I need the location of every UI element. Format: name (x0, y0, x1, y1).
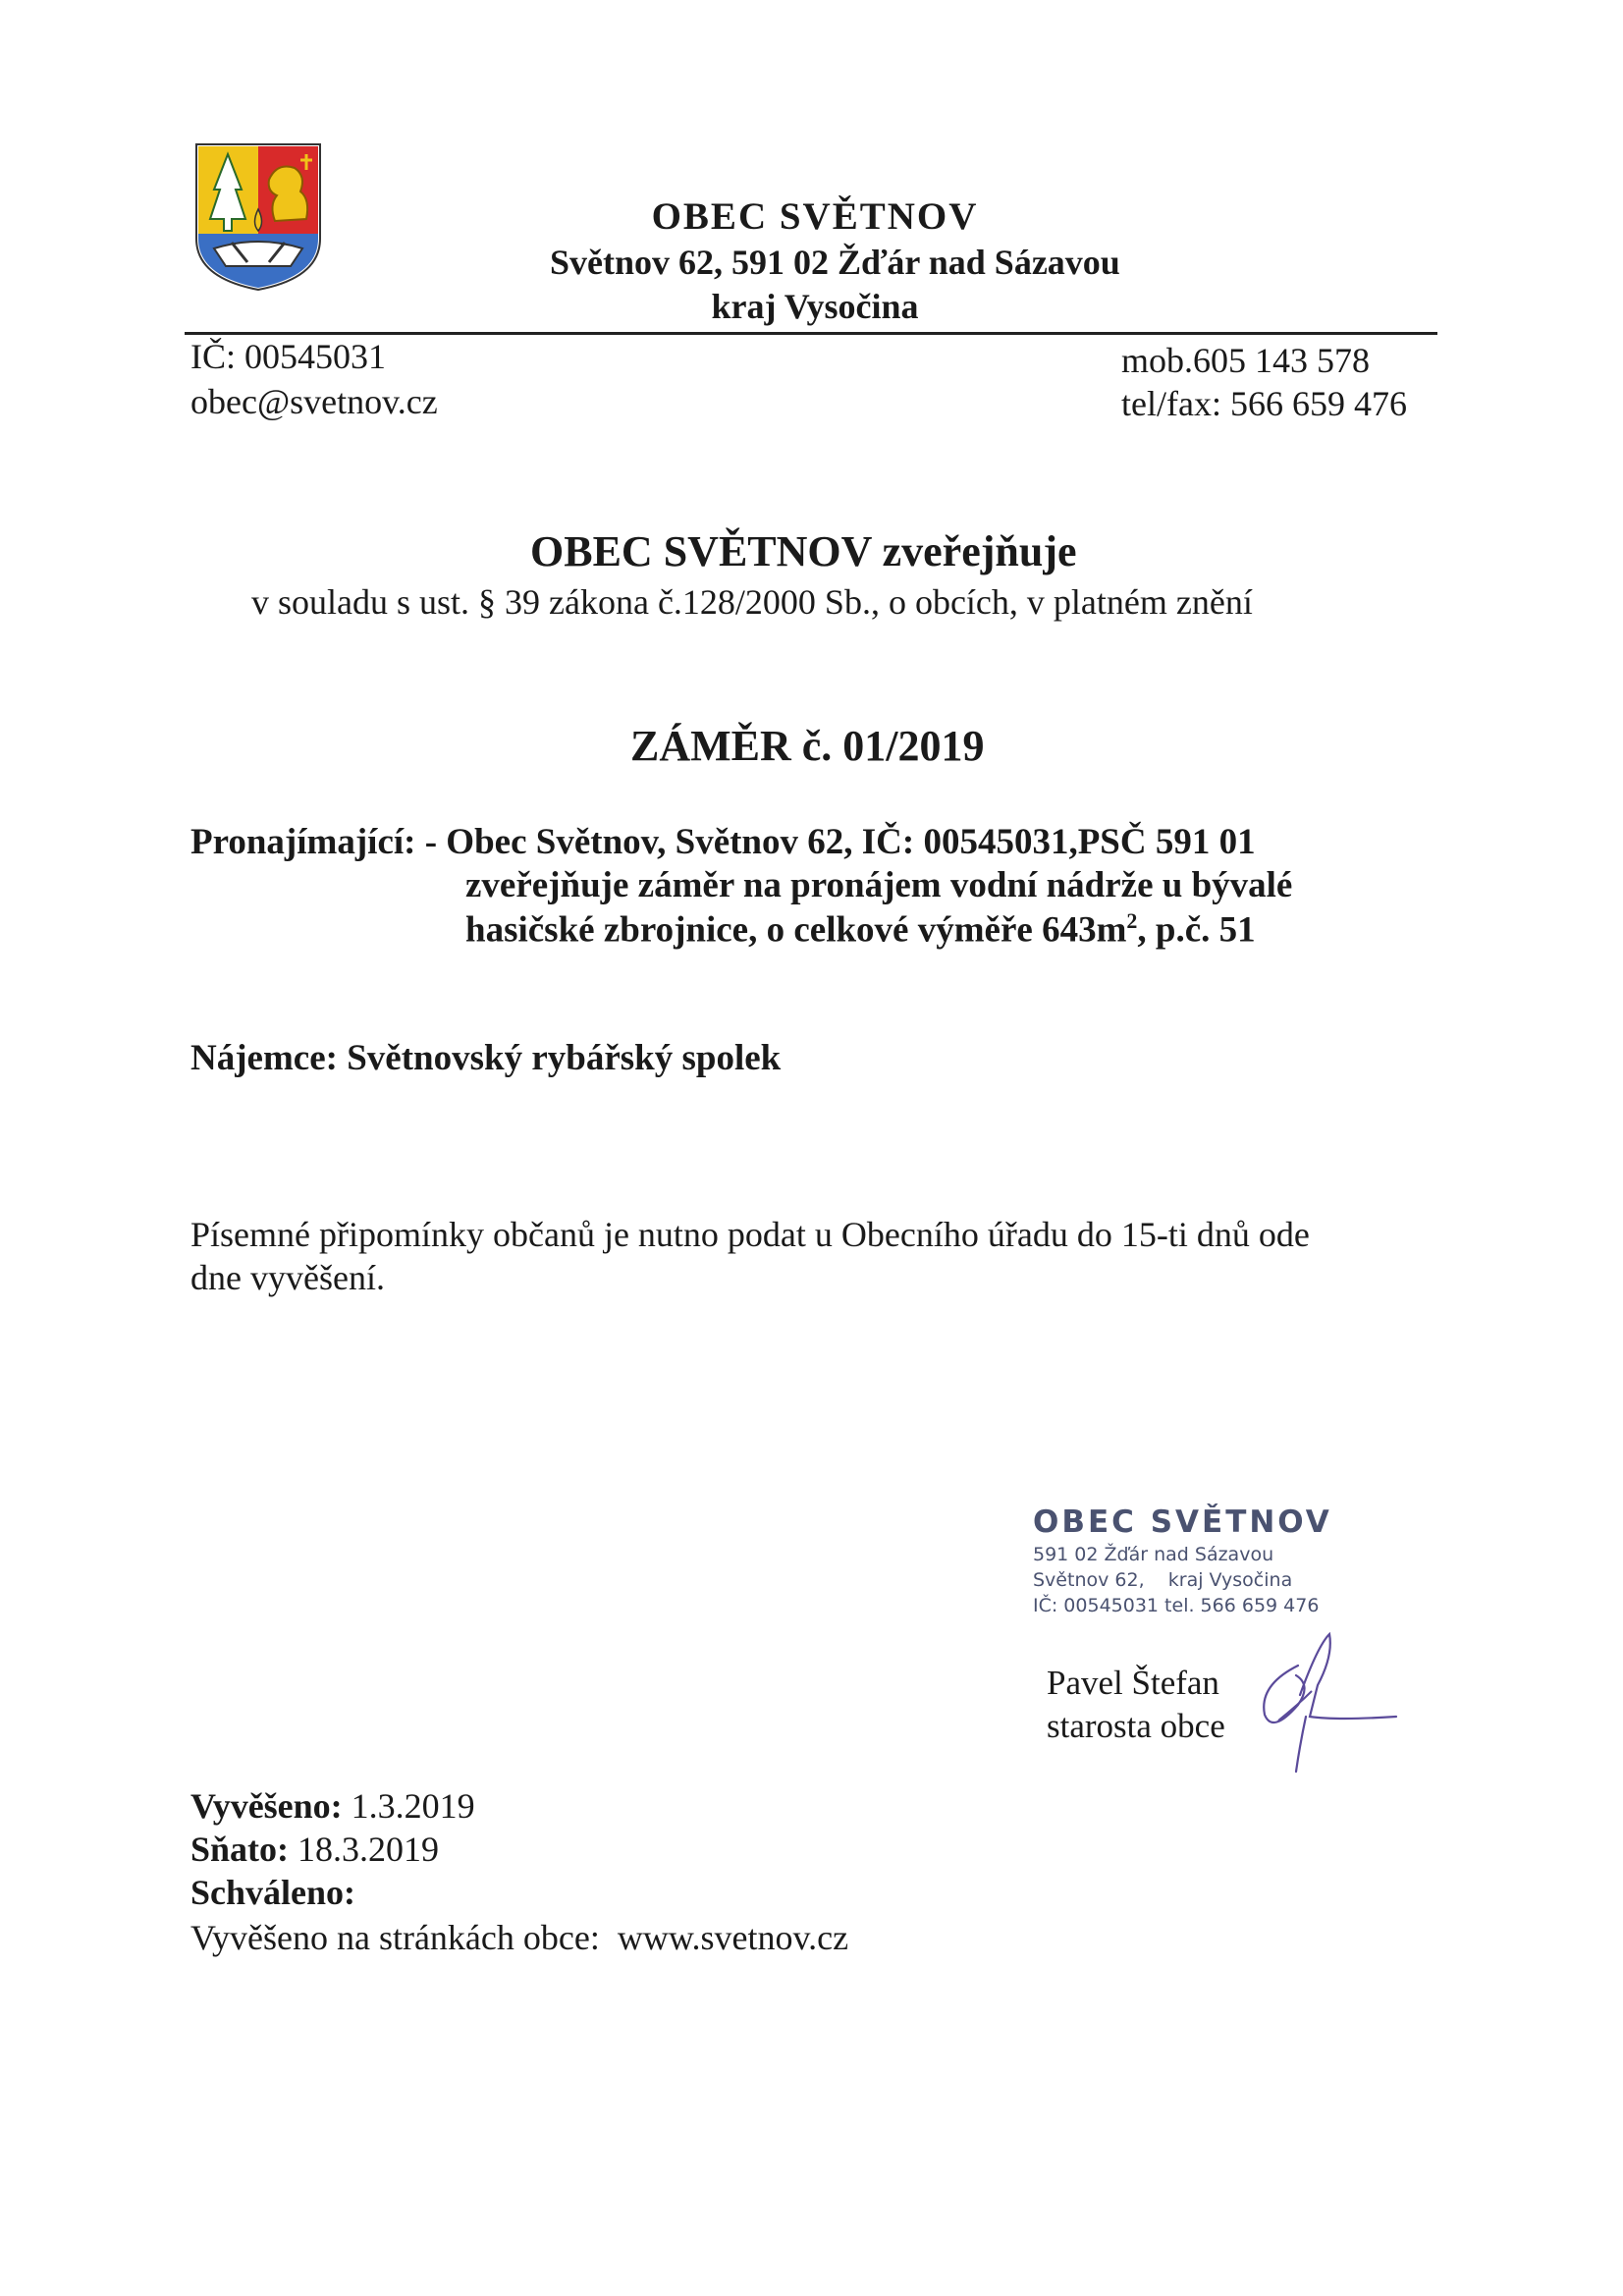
header-tel-fax: tel/fax: 566 659 476 (1121, 384, 1407, 423)
coat-of-arms-icon (192, 140, 324, 293)
publication-title: OBEC SVĚTNOV zveřejňuje (530, 527, 1077, 575)
footer-removed-label: Sňato: (190, 1830, 290, 1869)
stamp-line-1: 591 02 Žďár nad Sázavou (1033, 1544, 1274, 1565)
lessor-line-3-text: hasičské zbrojnice, o celkové výměře 643m (465, 909, 1127, 951)
stamp-line-3: IČ: 00545031 tel. 566 659 476 (1033, 1595, 1320, 1616)
header-mobile: mob.605 143 578 (1121, 341, 1371, 380)
footer-website: Vyvěšeno na stránkách obce: www.svetnov.cz (190, 1918, 849, 1957)
tenant-line: Nájemce: Světnovský rybářský spolek (190, 1038, 782, 1078)
signer-name: Pavel Štefan (1047, 1664, 1219, 1702)
header-email: obec@svetnov.cz (190, 382, 438, 421)
header-address: Světnov 62, 591 02 Žďár nad Sázavou (550, 243, 1120, 282)
signer-role: starosta obce (1047, 1707, 1225, 1745)
footer-approved (190, 1872, 355, 1913)
notice-line-1: Písemné připomínky občanů je nutno podat u Obecního úřadu do 15-ti dnů ode (190, 1215, 1310, 1254)
header-divider (185, 332, 1437, 335)
header-ico: IČ: 00545031 (190, 337, 387, 376)
header-region: kraj Vysočina (711, 287, 919, 326)
notice-line-2: dne vyvěšení. (190, 1258, 385, 1297)
signature-icon (1239, 1626, 1404, 1774)
intent-heading: ZÁMĚR č. 01/2019 (630, 722, 985, 770)
lessor-line-1: Pronajímající: - Obec Světnov, Světnov 62, IČ: 00545031,PSČ 591 01 (190, 822, 1256, 862)
stamp-name: OBEC SVĚTNOV (1033, 1504, 1332, 1540)
footer-posted (190, 1785, 475, 1827)
publication-subtitle: v souladu s ust. § 39 zákona č.128/2000 Sb., o obcích, v platném znění (251, 582, 1253, 622)
area-unit-superscript: 2 (1126, 908, 1138, 933)
stamp-line-2: Světnov 62, kraj Vysočina (1033, 1569, 1293, 1591)
footer-posted-label: Vyvěšeno: (190, 1786, 343, 1826)
footer-removed-date: 18.3.2019 (289, 1830, 440, 1869)
footer-approved-label: Schváleno: (190, 1873, 356, 1912)
lessor-line-3-parcel: , p.č. 51 (1137, 909, 1256, 951)
lessor-line-3 (465, 908, 1256, 951)
footer-posted-date: 1.3.2019 (342, 1786, 475, 1826)
lessor-line-2: zveřejňuje záměr na pronájem vodní nádrže u bývalé (465, 865, 1293, 905)
footer-removed (190, 1829, 439, 1870)
header-municipality-name: OBEC SVĚTNOV (651, 195, 979, 238)
